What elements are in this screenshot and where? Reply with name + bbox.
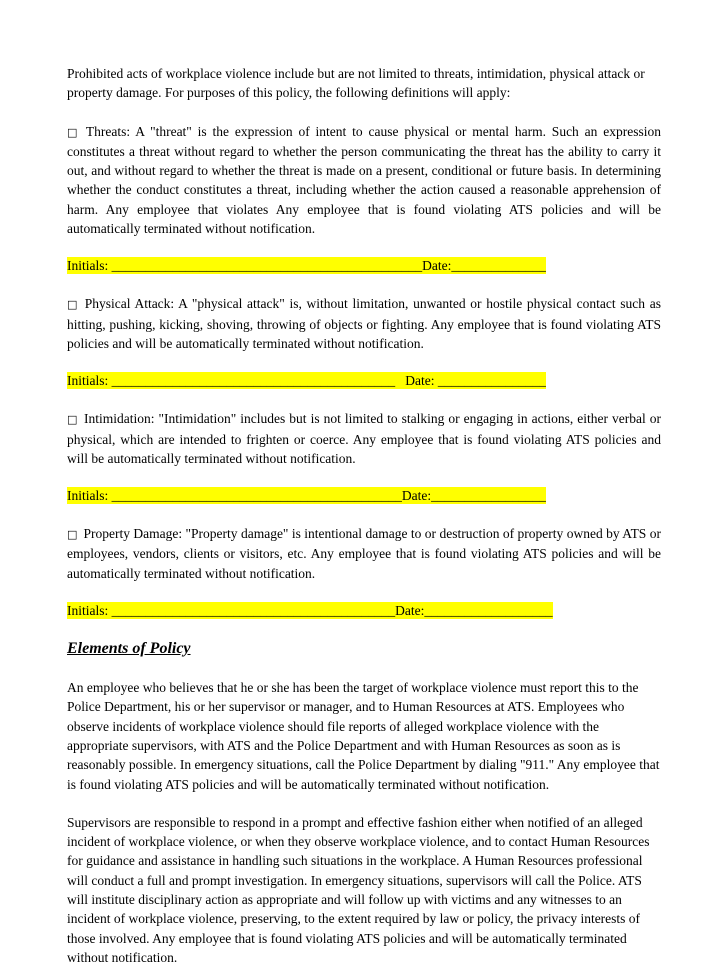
intimidation-text: Intimidation: "Intimidation" includes but is not limited to stalking or engaging in actions, either verbal or physical, which are intended to frighten or coerce. Any employee that is found violating ATS policies and will be automatically terminated without notification. xyxy=(67,411,661,466)
property-damage-definition xyxy=(67,524,661,583)
intro-paragraph: Prohibited acts of workplace violence include but are not limited to threats, intimidation, physical attack or property damage. For purposes of this policy, the following definitions will apply: xyxy=(67,66,645,101)
intimidation-definition xyxy=(67,409,661,468)
checkbox-icon: □ xyxy=(67,125,80,139)
physical-attack-initials-line: Initials: __________________________________________ Date: ________________ xyxy=(67,373,546,389)
property-damage-initials-line: Initials: __________________________________________Date:___________________ xyxy=(67,603,553,619)
intimidation-initials-line: Initials: ___________________________________________Date:_________________ xyxy=(67,488,546,504)
checkbox-icon: □ xyxy=(67,298,79,312)
section-heading: Elements of Policy xyxy=(67,640,191,658)
threats-definition xyxy=(67,122,661,239)
physical-attack-text: Physical Attack: A "physical attack" is, without limitation, unwanted or hostile physical contact such as hitting, pushing, kicking, shoving, throwing of objects or fighting. Any employee that is found violating ATS policies and will be automatically terminated without notification. xyxy=(67,296,661,351)
policy-paragraph-2: Supervisors are responsible to respond in a prompt and effective fashion either when notified of an alleged incident of workplace violence, or when they observe workplace violence, and to contact Human Resources for guidance and assistance in handling such situations in the workplace. A Human Resources professional will conduct a full and prompt investigation. In emergency situations, supervisors will call the Police. ATS will institute disciplinary action as appropriate and will follow up with victims and any witnesses to an incident of workplace violence, preserving, to the extent required by law or policy, the privacy interests of those involved. Any employee that is found violating ATS policies and will be automatically terminated without notification. xyxy=(67,814,650,965)
threats-text: Threats: A "threat" is the expression of intent to cause physical or mental harm. Such an expression constitutes a threat without regard to whether the person communicating the threat has the ability to carry it out, and without regard to whether the threat is made on a present, conditional or future basis. In determining whether the conduct constitutes a threat, including whether the action caused a reasonable apprehension of harm. Any employee that violates Any employee that is found violating ATS policies and will be automatically terminated without notification. xyxy=(67,123,661,237)
physical-attack-definition xyxy=(67,294,661,353)
checkbox-icon: □ xyxy=(67,528,78,542)
threats-initials-line: Initials: ______________________________________________Date:______________ xyxy=(67,258,546,274)
policy-paragraph-1: An employee who believes that he or she has been the target of workplace violence must report this to the Police Department, his or her supervisor or manager, and to Human Resources at ATS. Employees who observe incidents of workplace violence should file reports of alleged workplace violence with the appropriate supervisors, with ATS and the Police Department and with Human Resources as soon as is reasonably possible. In emergency situations, call the Police Department by dialing "911." Any employee that is found violating ATS policies and will be automatically terminated without notification. xyxy=(67,680,660,792)
property-damage-text: Property Damage: "Property damage" is intentional damage to or destruction of property owned by ATS or employees, vendors, clients or visitors, etc. Any employee that is found violating ATS policies and will be automatically terminated without notification. xyxy=(67,526,661,581)
checkbox-icon: □ xyxy=(67,413,79,427)
